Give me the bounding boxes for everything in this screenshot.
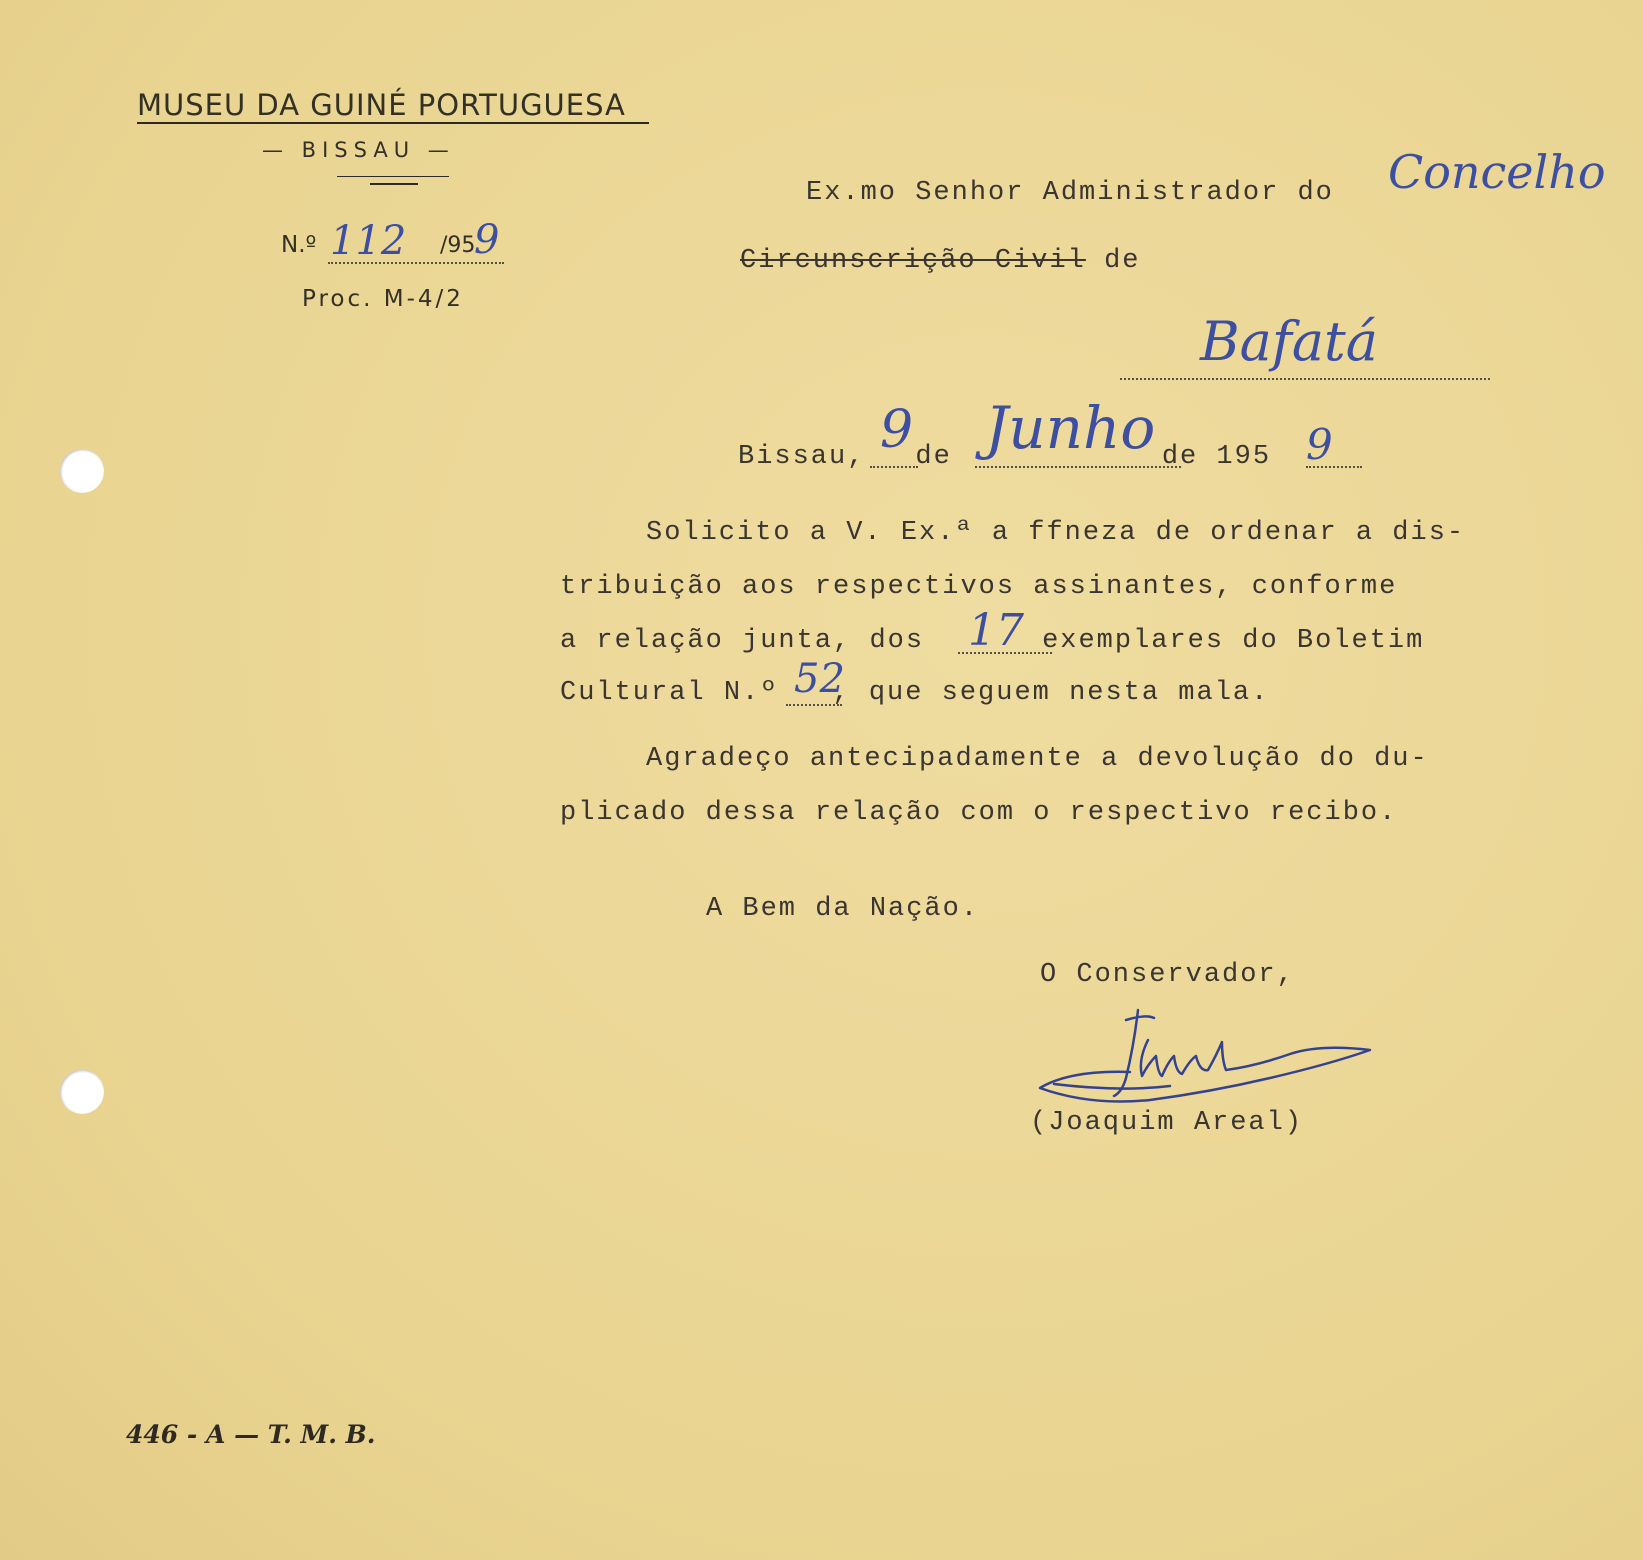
body-line-4 <box>560 678 1269 708</box>
process-reference: Proc. M-4/2 <box>302 286 464 312</box>
addressee-line: Ex.mo Senhor Administrador do <box>806 178 1334 208</box>
punch-hole-bottom <box>60 1070 104 1114</box>
body-line-6: plicado dessa relação com o respectivo recibo. <box>560 798 1398 828</box>
letterhead-city: — BISSAU — <box>262 138 455 162</box>
date-month-handwritten: Junho <box>985 394 1156 462</box>
letterhead-rule-short <box>337 176 449 177</box>
date-day-handwritten: 9 <box>880 400 914 460</box>
issue-handwritten: 52 <box>794 656 845 702</box>
number-handwritten: 112 <box>330 218 407 264</box>
date-de-2: de 195 <box>1161 442 1272 472</box>
signature <box>1030 1000 1390 1120</box>
place-handwritten: Bafatá <box>1200 310 1378 373</box>
addressee-de: de <box>1104 246 1141 276</box>
month-dotted-line <box>975 466 1181 468</box>
body-line-2: tribuição aos respectivos assinantes, conforme <box>560 572 1398 602</box>
signer-name: (Joaquim Areal) <box>1030 1108 1304 1138</box>
addressee-line-2 <box>740 246 1140 276</box>
date-city: Bissau, <box>738 442 866 472</box>
issue-dotted-line <box>786 704 842 706</box>
number-label: N.º <box>281 232 317 258</box>
print-code: 446 - A — T. M. B. <box>126 1420 376 1449</box>
date-de-1: de <box>915 442 952 472</box>
body-line-4-end: , que seguem nesta mala. <box>832 678 1270 708</box>
place-dotted-line <box>1120 378 1490 380</box>
number-year-digit: 9 <box>474 217 500 263</box>
addressee-handwritten: Concelho <box>1388 145 1606 199</box>
letterhead-rule-mark <box>370 183 418 185</box>
letterhead-rule <box>137 122 649 124</box>
punch-hole-top <box>60 449 104 493</box>
date-year-handwritten: 9 <box>1306 420 1333 469</box>
signer-role: O Conservador, <box>1040 960 1295 990</box>
day-dotted-line <box>870 466 918 468</box>
copies-handwritten: 17 <box>968 605 1024 656</box>
body-line-3-start: a relação junta, dos <box>560 626 925 656</box>
number-year: /95 <box>440 233 476 258</box>
struck-text: Circunscrição Civil <box>740 246 1086 276</box>
body-line-3-end: exemplares do Boletim <box>1042 626 1425 656</box>
museum-name: MUSEU DA GUINÉ PORTUGUESA <box>137 88 626 122</box>
salutation: A Bem da Nação. <box>706 894 980 924</box>
body-line-4-start: Cultural N.º <box>560 678 779 708</box>
body-line-5: Agradeço antecipadamente a devolução do du- <box>646 744 1429 774</box>
body-line-1: Solicito a V. Ex.ª a ffneza de ordenar a dis- <box>646 518 1466 548</box>
